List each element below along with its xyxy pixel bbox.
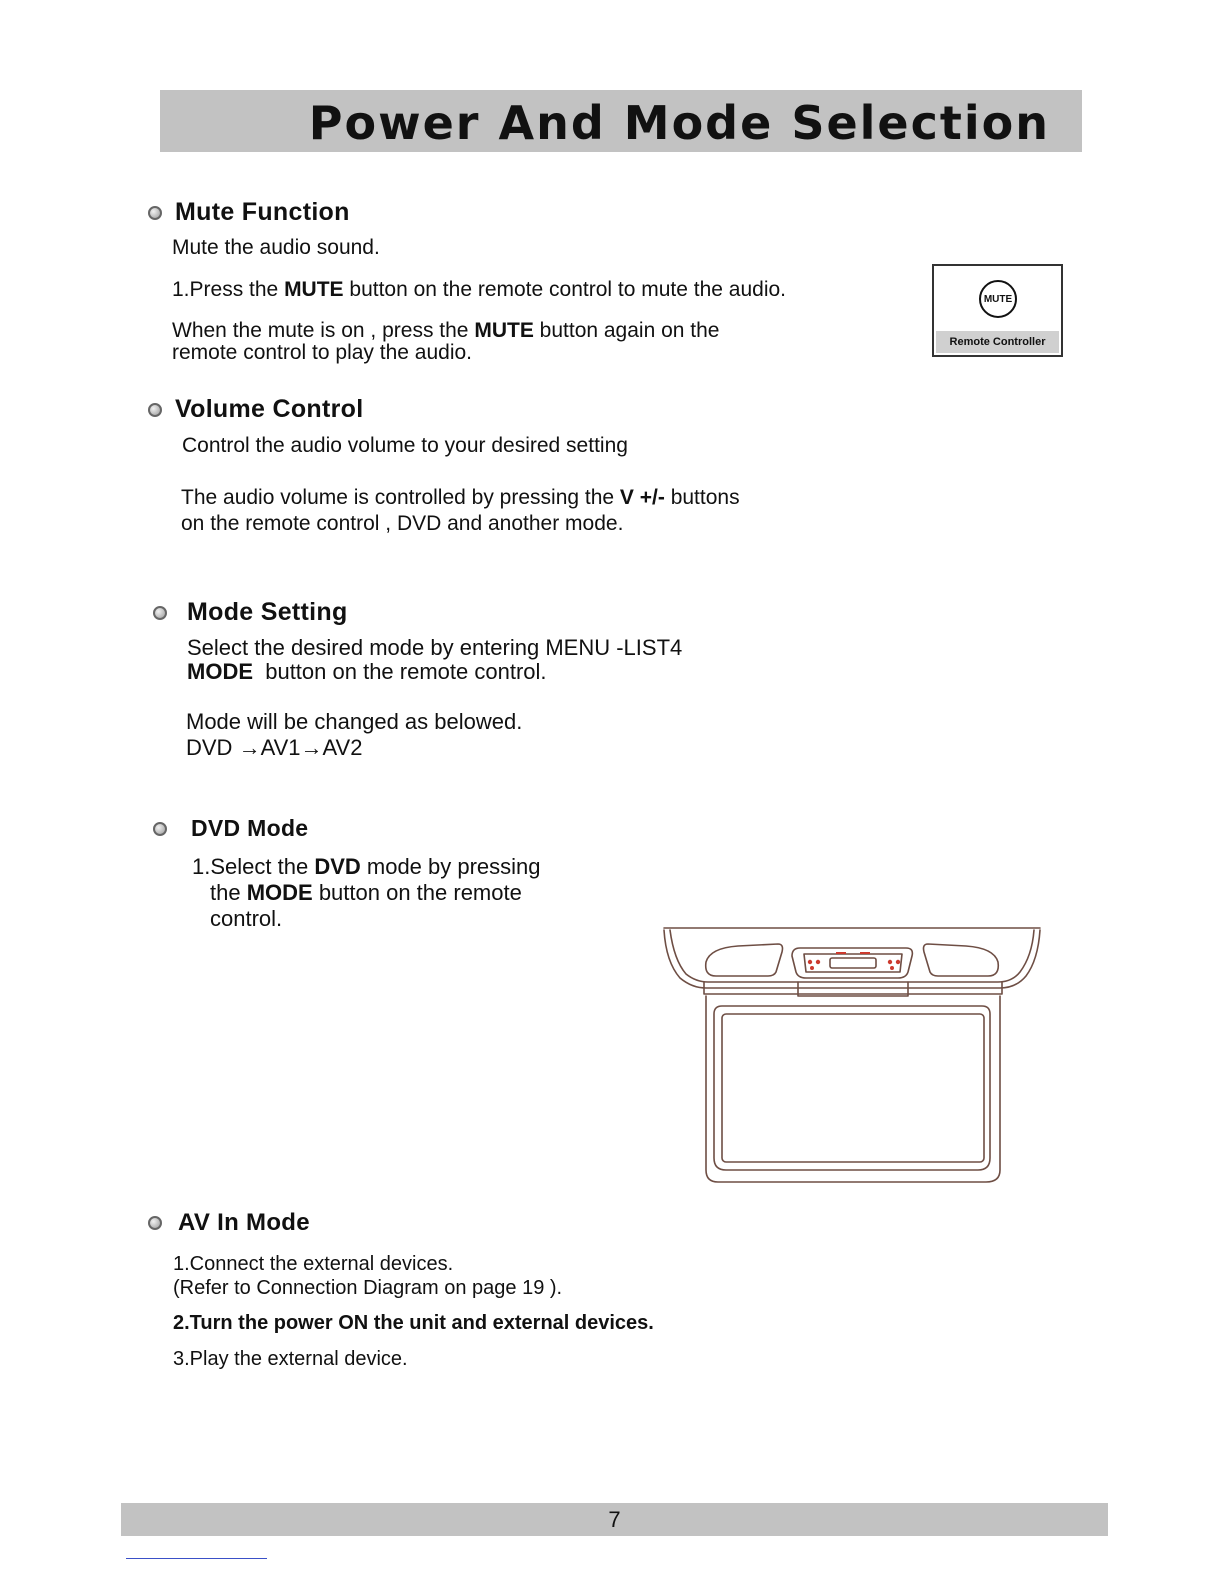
footer-bar (121, 1503, 1108, 1536)
dvd-mode-line3: control. (210, 906, 283, 931)
footer-rule (126, 1558, 267, 1559)
mode-sequence: DVD →AV1→AV2 (186, 735, 363, 760)
volume-section (148, 395, 363, 424)
remote-figure (932, 264, 1063, 357)
header-bar (160, 90, 1082, 152)
av-in-section (148, 1209, 310, 1237)
av-in-step2: 2.Turn the power ON the unit and external devices. (173, 1312, 654, 1334)
dvd-player-illustration (660, 922, 1045, 1187)
av-in-title: AV In Mode (178, 1209, 310, 1236)
mode-setting-line1: Select the desired mode by entering MENU -LIST4 (187, 635, 683, 660)
dvd-mode-section (153, 815, 308, 842)
mode-setting-section (153, 598, 348, 627)
mute-step2: When the mute is on , press the MUTE button again on the remote control to play the audio. (172, 319, 720, 364)
volume-intro: Control the audio volume to your desired setting (182, 434, 628, 457)
mute-step1: 1.Press the MUTE button on the remote control to mute the audio. (172, 278, 787, 301)
mode-setting-title: Mode Setting (187, 598, 348, 626)
volume-title: Volume Control (175, 395, 364, 423)
dvd-mode-line2: the MODE button on the remote (210, 880, 522, 905)
bullet-icon (148, 1216, 162, 1230)
bullet-icon (153, 606, 167, 620)
mode-setting-line3: Mode will be changed as belowed. (186, 709, 523, 734)
dvd-mode-title: DVD Mode (191, 815, 309, 841)
arrow-right-icon: → (300, 735, 323, 760)
mute-button-icon: MUTE (979, 280, 1017, 318)
mute-section (148, 198, 350, 227)
volume-body: The audio volume is controlled by pressing the V +/- buttons on the remote control , DVD and another mode. (181, 486, 740, 535)
av-in-step3: 3.Play the external device. (173, 1348, 408, 1370)
page-number: 7 (608, 1507, 621, 1532)
arrow-right-icon: → (238, 735, 261, 760)
mode-setting-line2: MODE button on the remote control. (187, 659, 547, 684)
mute-intro: Mute the audio sound. (172, 236, 380, 259)
av-in-step1-line2: (Refer to Connection Diagram on page 19 ). (173, 1277, 563, 1299)
mute-title: Mute Function (175, 198, 350, 226)
av-in-step1-line1: 1.Connect the external devices. (173, 1253, 454, 1275)
dvd-mode-line1: 1.Select the DVD mode by pressing (192, 854, 541, 879)
bullet-icon (153, 822, 167, 836)
remote-caption: Remote Controller (936, 331, 1059, 353)
bullet-icon (148, 403, 162, 417)
bullet-icon (148, 206, 162, 220)
page-title: Power And Mode Selection (308, 96, 1050, 150)
